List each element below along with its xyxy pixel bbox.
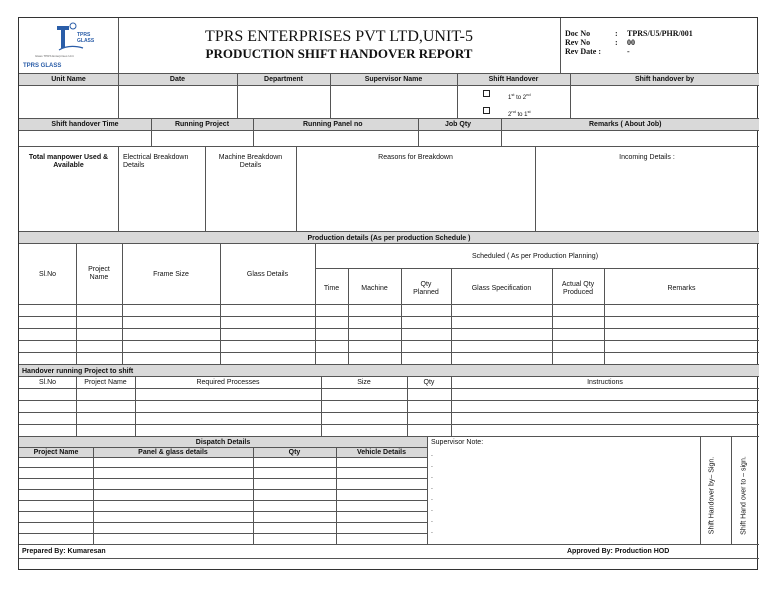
report-title: PRODUCTION SHIFT HANDOVER REPORT — [205, 46, 473, 61]
doc-no-value: TPRS/U5/PHR/001 — [627, 29, 693, 38]
opt2-sup2: st — [527, 109, 531, 114]
company-logo — [19, 18, 118, 73]
shift-handover-time-header: Shift handover Time — [51, 121, 119, 128]
handover-size-header: Size — [357, 379, 371, 386]
handover-project-name-header: Project Name — [84, 379, 127, 386]
opt1-num: 1 — [508, 95, 512, 101]
dispatch-project-name-header: Project Name — [33, 449, 79, 456]
logo-mark-text: TPRS GLASS — [77, 32, 95, 44]
production-section-title: Production details (As per production Schedule ) — [307, 235, 471, 242]
electrical-breakdown-label-2: Details — [123, 162, 145, 169]
machine-breakdown-label-2: Details — [239, 162, 262, 169]
prod-slno-header: Sl.No — [38, 271, 57, 278]
note-dot: . — [431, 528, 433, 535]
note-dot: . — [431, 484, 433, 491]
panel-glass-header: Panel & glass details — [138, 449, 208, 456]
rev-no-colon: : — [615, 38, 618, 47]
note-dot: . — [431, 451, 433, 458]
running-project-header: Running Project — [174, 121, 230, 128]
shift-1-to-2-checkbox[interactable] — [483, 90, 490, 97]
sign-handover-by-label: Shift Handover by– Sign. — [708, 456, 716, 535]
opt2-num: 2 — [508, 112, 512, 118]
remarks-about-job-header: Remarks ( About Job) — [589, 121, 662, 128]
rev-no-value: 00 — [627, 38, 635, 47]
logo-brand: TPRS GLASS — [23, 63, 62, 69]
opt1-sup: st — [511, 92, 515, 97]
handover-slno-header: Sl.No — [38, 379, 57, 386]
manpower-label-2: Available — [53, 162, 84, 169]
opt2-text: to 1 — [515, 112, 528, 118]
glass-spec-header: Glass Specification — [471, 285, 532, 292]
qty-planned-header-2: Planned — [413, 289, 439, 296]
company-name: TPRS ENTERPRISES PVT LTD,UNIT-5 — [205, 28, 473, 45]
date-header: Date — [169, 76, 186, 83]
required-processes-header: Required Processes — [196, 379, 260, 386]
dispatch-qty-header: Qty — [288, 449, 301, 456]
logo-tagline: Glass TPRS Enterprises Unit — [35, 54, 74, 58]
opt2-sup: nd — [511, 109, 516, 114]
note-dot: . — [431, 517, 433, 524]
note-dot: . — [431, 495, 433, 502]
opt1-text: to 2 — [514, 95, 527, 101]
handover-report-form — [18, 17, 758, 570]
shift-handover-by-header: Shift handover by — [634, 76, 695, 83]
incoming-details-label: Incoming Details : — [619, 154, 675, 161]
rev-date-label: Rev Date : — [565, 47, 601, 56]
sign-handover-to-label: Shift Hand over to – sign. — [740, 456, 748, 535]
job-qty-header: Job Qty — [445, 121, 472, 128]
shift-2-to-1-checkbox[interactable] — [483, 107, 490, 114]
actual-qty-header-2: Produced — [563, 289, 593, 296]
handover-section-title: Handover running Project to shift — [22, 368, 134, 375]
vehicle-details-header: Vehicle Details — [356, 449, 407, 456]
shift-1-to-2-label — [508, 90, 531, 103]
note-dot: . — [431, 473, 433, 480]
running-panel-no-header: Running Panel no — [303, 121, 363, 128]
doc-no-colon: : — [615, 29, 618, 38]
note-dot: . — [431, 462, 433, 469]
reasons-breakdown-label: Reasons for Breakdown — [378, 154, 453, 161]
opt1-sup2: nd — [526, 92, 531, 97]
unit-name-header: Unit Name — [51, 76, 86, 83]
dispatch-section-title: Dispatch Details — [195, 439, 251, 446]
note-dot: . — [431, 506, 433, 513]
department-header: Department — [264, 76, 303, 83]
supervisor-name-header: Supervisor Name — [364, 76, 423, 83]
frame-size-header: Frame Size — [153, 271, 189, 278]
scheduled-header: Scheduled ( As per Production Planning) — [471, 253, 599, 260]
time-header: Time — [323, 285, 340, 292]
rev-date-value: - — [627, 47, 630, 56]
approved-by: Approved By: Production HOD — [567, 548, 670, 555]
electrical-breakdown-label-1: Electrical Breakdown — [123, 154, 189, 161]
instructions-header: Instructions — [587, 379, 623, 386]
prod-project-name-header-1: Project — [88, 266, 110, 273]
rev-no-label: Rev No — [565, 38, 591, 47]
shift-handover-header: Shift Handover — [488, 76, 539, 83]
actual-qty-header-1: Actual Qty — [561, 281, 595, 288]
handover-qty-header: Qty — [423, 379, 435, 386]
qty-planned-header-1: Qty — [420, 281, 432, 288]
manpower-label-1: Total manpower Used & — [28, 154, 109, 161]
prod-project-name-header-2: Name — [89, 274, 109, 281]
prepared-by: Prepared By: Kumaresan — [22, 548, 106, 555]
machine-breakdown-label-1: Machine Breakdown — [218, 154, 283, 161]
glass-details-header: Glass Details — [246, 271, 289, 278]
doc-no-label: Doc No — [565, 29, 591, 38]
prod-remarks-header: Remarks — [667, 285, 696, 292]
supervisor-note-label: Supervisor Note: — [431, 439, 484, 446]
machine-header: Machine — [361, 285, 388, 292]
